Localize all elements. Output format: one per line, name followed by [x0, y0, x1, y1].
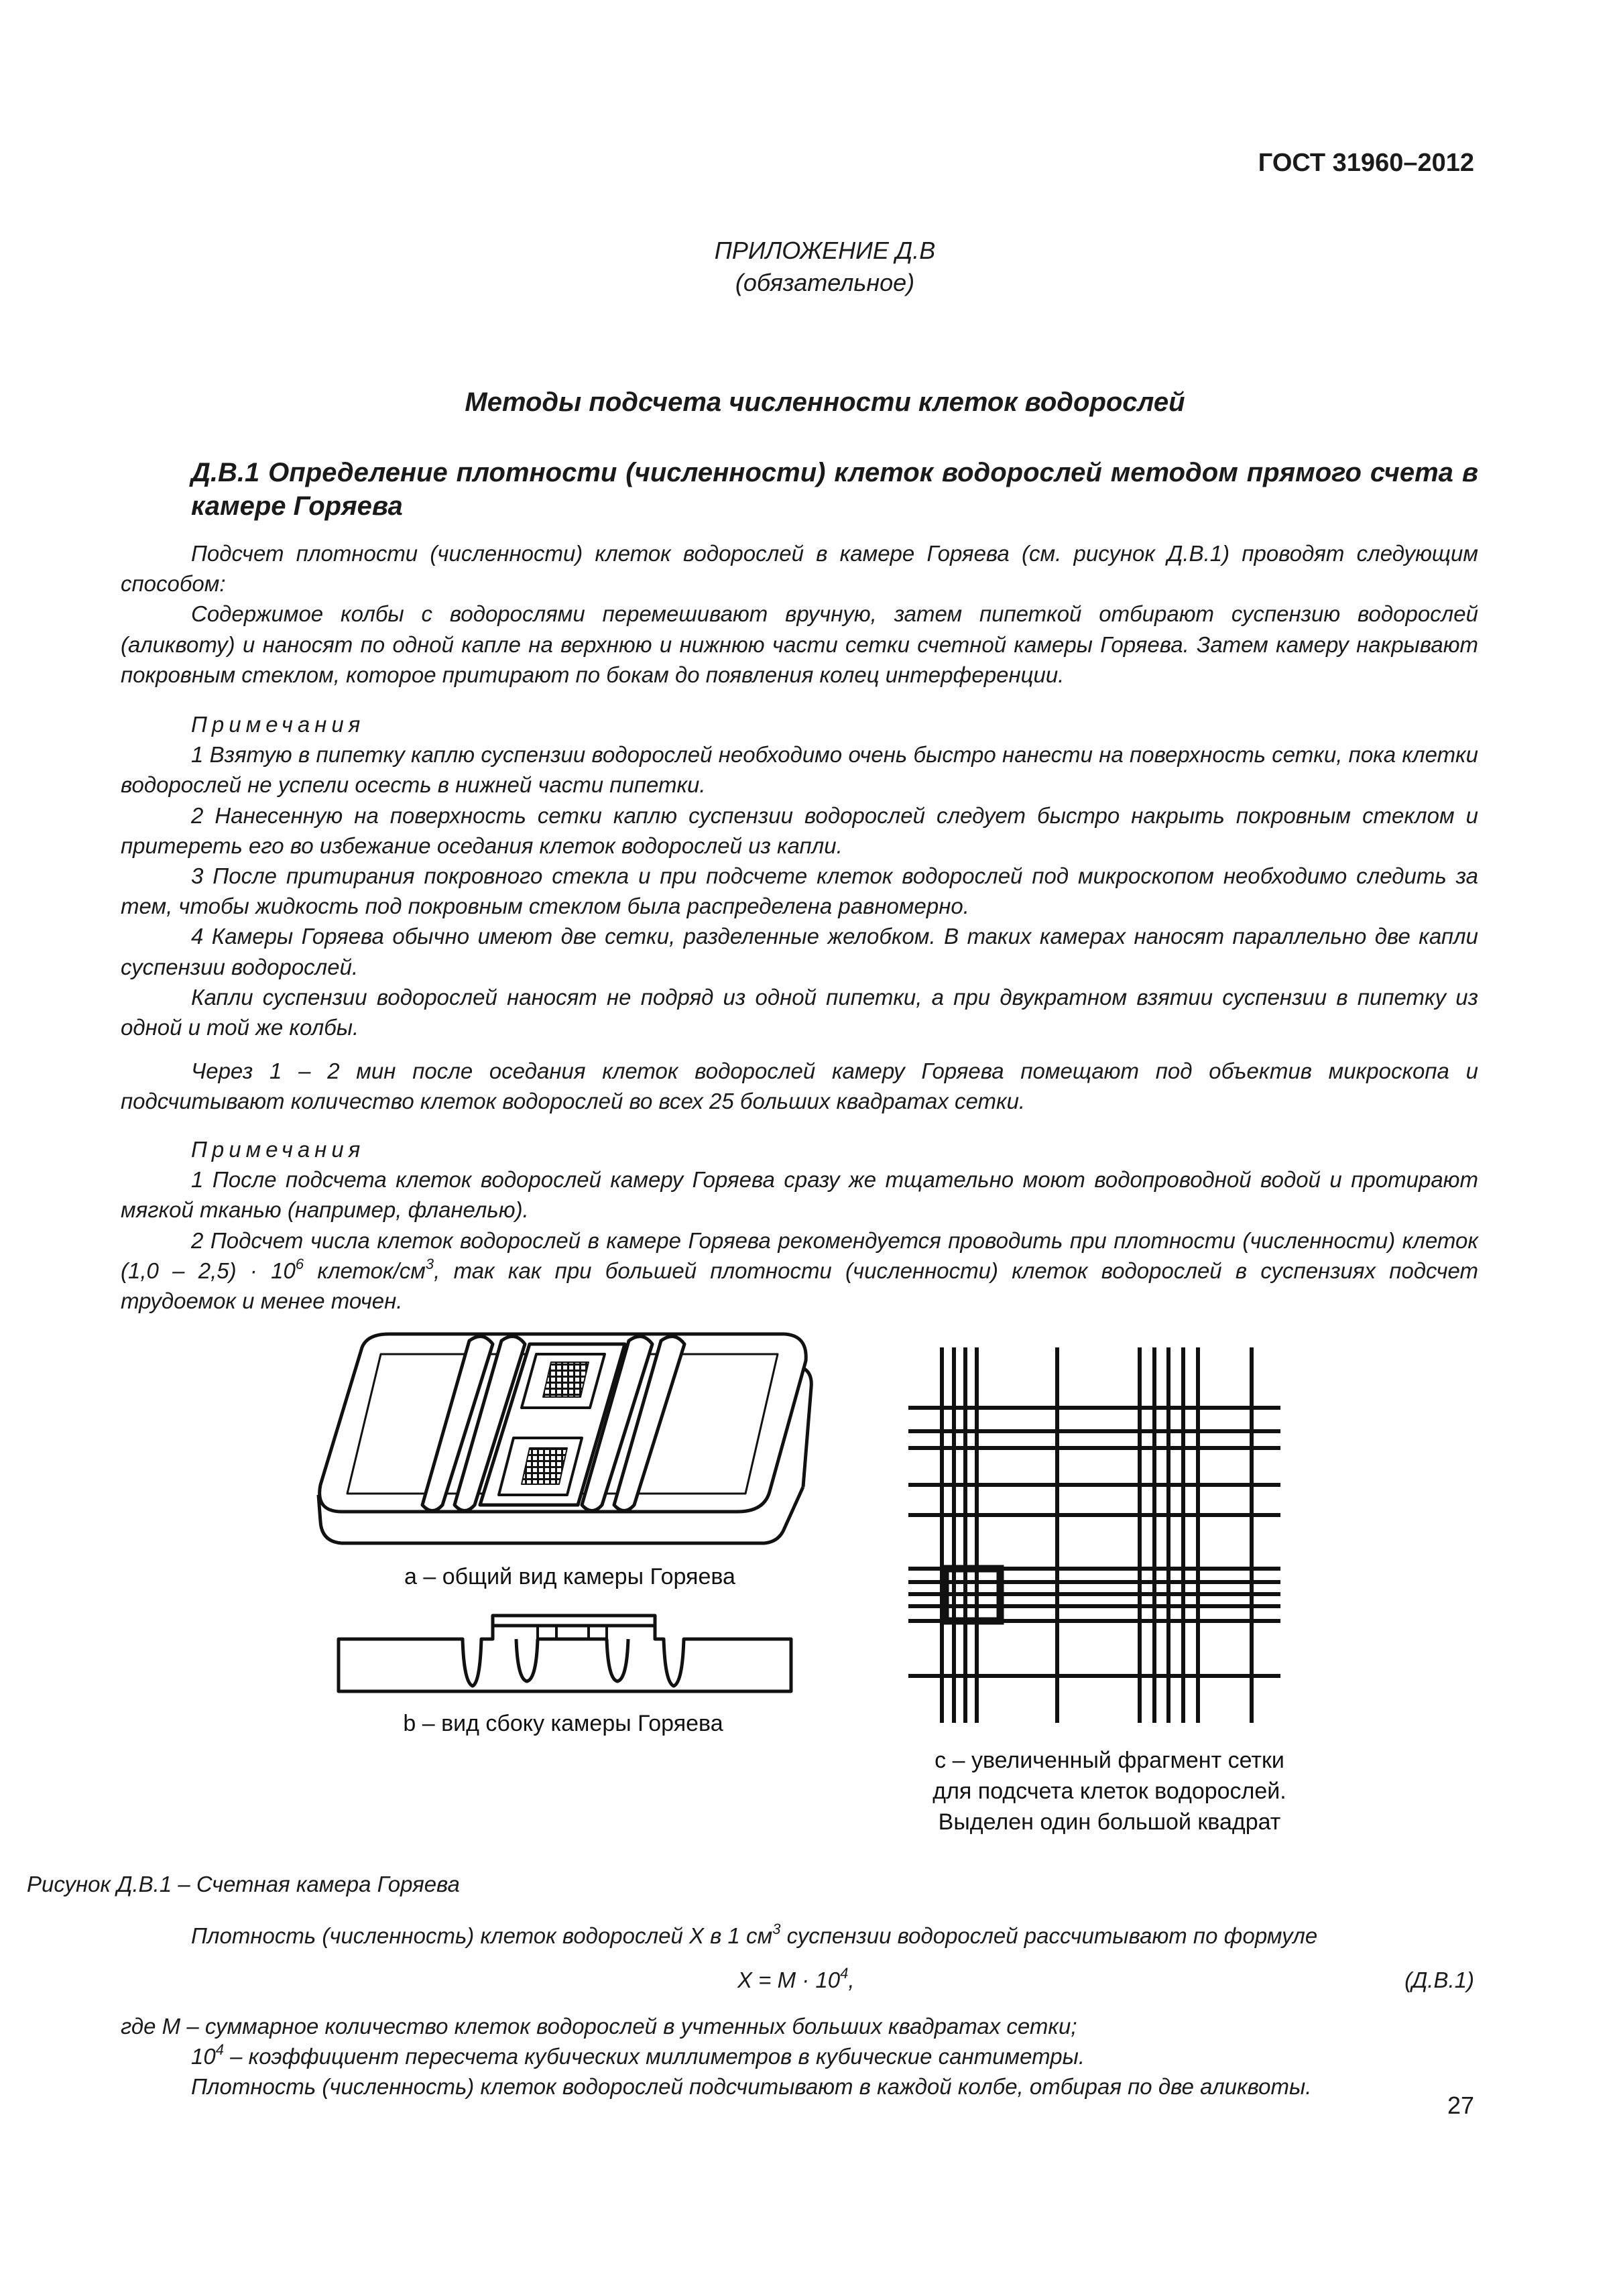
grid-fragment	[908, 1347, 1280, 1723]
caption-a: a – общий вид камеры Горяева	[404, 1564, 735, 1589]
caption-b: b – вид сбоку камеры Горяева	[403, 1711, 723, 1736]
formula-number: (Д.В.1)	[1404, 1968, 1474, 1992]
note-item: 3 После притирания покровного стекла и при подсчете клеток водорослей под микроскопом необходимо следить за тем, чтобы жидкость под покровным стеклом была распределена равномерно.	[121, 863, 1478, 919]
section-title: Методы подсчета численности клеток водорослей	[465, 387, 1185, 417]
paragraph: Содержимое колбы с водорослями перемешивают вручную, затем пипеткой отбирают суспензию водорослей (аликвоту) и наносят по одной капле на верхнюю и нижнюю части сетки счетной камеры Горяева. Затем камеру накрывают покровным стеклом, которое притирают по бокам до появления колец интерференции.	[121, 601, 1478, 687]
subsection-title: Д.В.1 Определение плотности (численности) клеток водорослей методом прямого счета в камере Горяева	[191, 458, 1478, 521]
notes-heading: Примечания	[191, 1137, 365, 1162]
note-item: 2 Подсчет числа клеток водорослей в камере Горяева рекомендуется проводить при плотности (численности) клеток $(1,0 - 2,5) \cdot 10^6$ клеток/$см^3$, так как при большей плотности (численности) клеток водорослей в суспензиях подсчет трудоемок и менее точен.	[121, 1227, 1479, 1314]
page-number: 27	[1447, 2092, 1474, 2119]
appendix-title: ПРИЛОЖЕНИЕ Д.В	[714, 237, 936, 264]
chamber-side-view	[339, 1616, 791, 1691]
formula: $X = M \cdot 10^4$,	[737, 1965, 855, 1992]
note-item: 4 Камеры Горяева обычно имеют две сетки, разделенные желобком. В таких камерах наносят параллельно две капли суспензии водорослей.	[121, 924, 1478, 979]
paragraph: Подсчет плотности (численности) клеток водорослей в камере Горяева (см. рисунок Д.В.1) проводят следующим способом:	[121, 541, 1478, 597]
notes-heading: Примечания	[191, 712, 365, 737]
document-id: ГОСТ 31960–2012	[1258, 149, 1474, 177]
formula-intro: Плотность (численность) клеток водорослей X в 1 $см^3$ суспензии водорослей рассчитывают по формуле	[191, 1921, 1318, 1948]
note-item: 2 Нанесенную на поверхность сетки каплю суспензии водорослей следует быстро накрыть покровным стеклом и притереть его во избежание оседания клеток водорослей из капли.	[121, 802, 1478, 858]
chamber-general-view	[318, 1334, 811, 1543]
formula-explanation: где M – суммарное количество клеток водорослей в учтенных больших квадратах сетки; $10^4$ – коэффициент пересчета кубических миллиметров в кубические сантиметры. Плотность (численность) клеток водорослей подсчитывают в каждой колбе, отбирая по две аликвоты.	[121, 2014, 1312, 2100]
appendix-subtitle: (обязательное)	[735, 269, 915, 296]
note-item: Капли суспензии водорослей наносят не подряд из одной пипетки, а при двукратном взятии суспензии в пипетку из одной и той же колбы.	[121, 984, 1478, 1040]
paragraph: Через 1 – 2 мин после оседания клеток водорослей камеру Горяева помещают под объектив микроскопа и подсчитывают количество клеток водорослей во всех 25 больших квадратах сетки.	[121, 1059, 1478, 1114]
note-item: 1 После подсчета клеток водорослей камеру Горяева сразу же тщательно моют водопроводной водой и протирают мягкой тканью (например, фланелью).	[121, 1167, 1478, 1223]
figure-title: Рисунок Д.В.1 – Счетная камера Горяева	[27, 1872, 460, 1896]
caption-c: c – увеличенный фрагмент сетки для подсчета клеток водорослей. Выделен один большой квадрат	[933, 1748, 1286, 1835]
note-item: 1 Взятую в пипетку каплю суспензии водорослей необходимо очень быстро нанести на поверхность сетки, пока клетки водорослей не успели осесть в нижней части пипетки.	[121, 742, 1478, 798]
